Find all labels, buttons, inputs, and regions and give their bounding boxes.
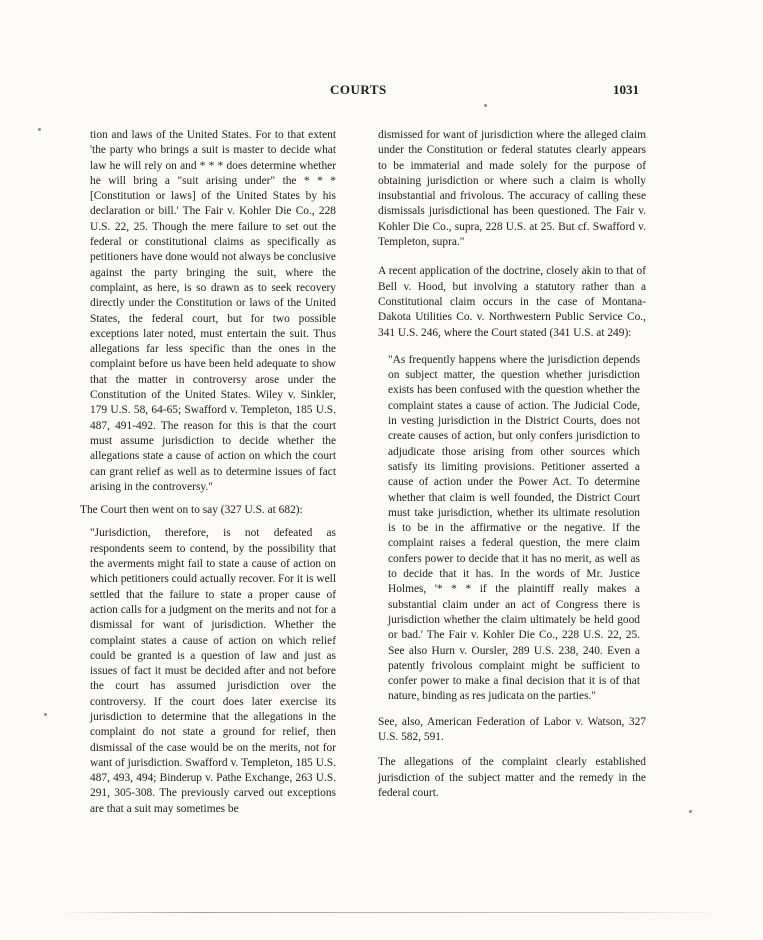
scan-speck — [689, 810, 692, 813]
conclusion-paragraph: The allegations of the complaint clearly established jurisdiction of the subject matter and the remedy in the federal court. — [378, 756, 646, 799]
right-column — [378, 128, 646, 801]
scan-speck — [38, 128, 41, 131]
running-head: COURTS — [330, 82, 387, 97]
see-also-paragraph: See, also, American Federation of Labor v. Watson, 327 U.S. 582, 591. — [378, 715, 646, 743]
quote-end-paragraph: dismissed for want of jurisdiction where the alleged claim under the Constitution or federal statutes clearly appears to be immaterial and made solely for the purpose of obtaining jurisdiction or where such a claim is wholly insubstantial and frivolous. The accuracy of calling these dismissals jurisdictional has been questioned. The Fair v. Kohler Die Co., supra, 228 U.S. at 25. But cf. Swafford v. Templeton, supra." — [378, 129, 646, 249]
second-quote-paragraph: "Jurisdiction, therefore, is not defeated as respondents seem to contend, by the possibility that the averments might fail to state a cause of action on which petitioners could actually recover. For it is well settled that the failure to state a proper cause of action calls for a judgment on the merits and not for a dismissal for want of jurisdiction. Whether the complaint states a cause of action on which relief could be granted is a question of law and just as issues of fact it must be decided after and not before the court has assumed jurisdiction over the controversy. If the court does later exercise its jurisdiction to determine that the allegations in the complaint do not state a ground for relief, then dismissal of the case would be on the merits, not for want of jurisdiction. Swafford v. Templeton, 185 U.S. 487, 493, 494; Binderup v. Pathe Exchange, 263 U.S. 291, 305-308. The previously carved out exceptions are that a suit may sometimes be — [90, 527, 336, 815]
bottom-scan-rule — [60, 912, 720, 913]
transition-paragraph: The Court then went on to say (327 U.S. at 682): — [80, 504, 303, 517]
recent-application-paragraph: A recent application of the doctrine, closely akin to that of Bell v. Hood, but involving a statutory rather than a Constitutional claim occurs in the case of Montana-Dakota Utilities Co. v. Northwestern Public Service Co., 341 U.S. 246, where the Court stated (341 U.S. at 249): — [378, 265, 646, 339]
scan-speck — [484, 104, 487, 107]
page-number: 1031 — [613, 82, 639, 97]
scan-speck — [44, 713, 47, 716]
montana-dakota-quote: "As frequently happens where the jurisdiction depends on subject matter, the question whether jurisdiction exists has been confused with the question whether the complaint states a cause of action. The Judicial Code, in vesting jurisdiction in the District Courts, does not create causes of action, but only confers jurisdiction to adjudicate those arising from other sources which satisfy its limiting provisions. Petitioner asserted a cause of action under the Power Act. To determine whether that claim is well founded, the District Court must take jurisdiction, whether its ultimate resolution is to be in the affirmative or the negative. If the complaint raises a federal question, the mere claim confers power to decide that it has no merit, as well as to decide that it has. In the words of Mr. Justice Holmes, '* * * if the plaintiff really makes a substantial claim under an act of Congress there is jurisdiction whether the claim ultimately be held good or bad.' The Fair v. Kohler Die Co., 228 U.S. 22, 25. See also Hurn v. Oursler, 289 U.S. 238, 240. Even a patently frivolous complaint might be sufficient to confer power to make a final decision that it is of that nature, binding as res judicata on the parties." — [388, 353, 640, 703]
quote-continued-paragraph: tion and laws of the United States. For to that extent 'the party who brings a suit is master to decide what law he will rely on and * * * does determine whether he will bring a "suit arising under" the * * * [Constitution or laws] of the United States by his declaration or bill.' The Fair v. Kohler Die Co., 228 U.S. 22, 25. Though the mere failure to set out the federal or constitutional claims as specifically as petitioners have done would not always be conclusive against the party bringing the suit, where the complaint, as here, is so drawn as to seek recovery directly under the Constitution or laws of the United States, the federal court, but for two possible exceptions later noted, must entertain the suit. Thus allegations far less specific than the ones in the complaint before us have been held adequate to show that the matter in controversy arose under the Constitution of the United States. Wiley v. Sinkler, 179 U.S. 58, 64-65; Swafford v. Templeton, 185 U.S. 487, 491-492. The reason for this is that the court must assume jurisdiction to decide whether the allegations state a cause of action on which the court can grant relief as well as to determine issues of fact arising in the controversy." — [90, 129, 336, 493]
left-column — [80, 128, 342, 817]
